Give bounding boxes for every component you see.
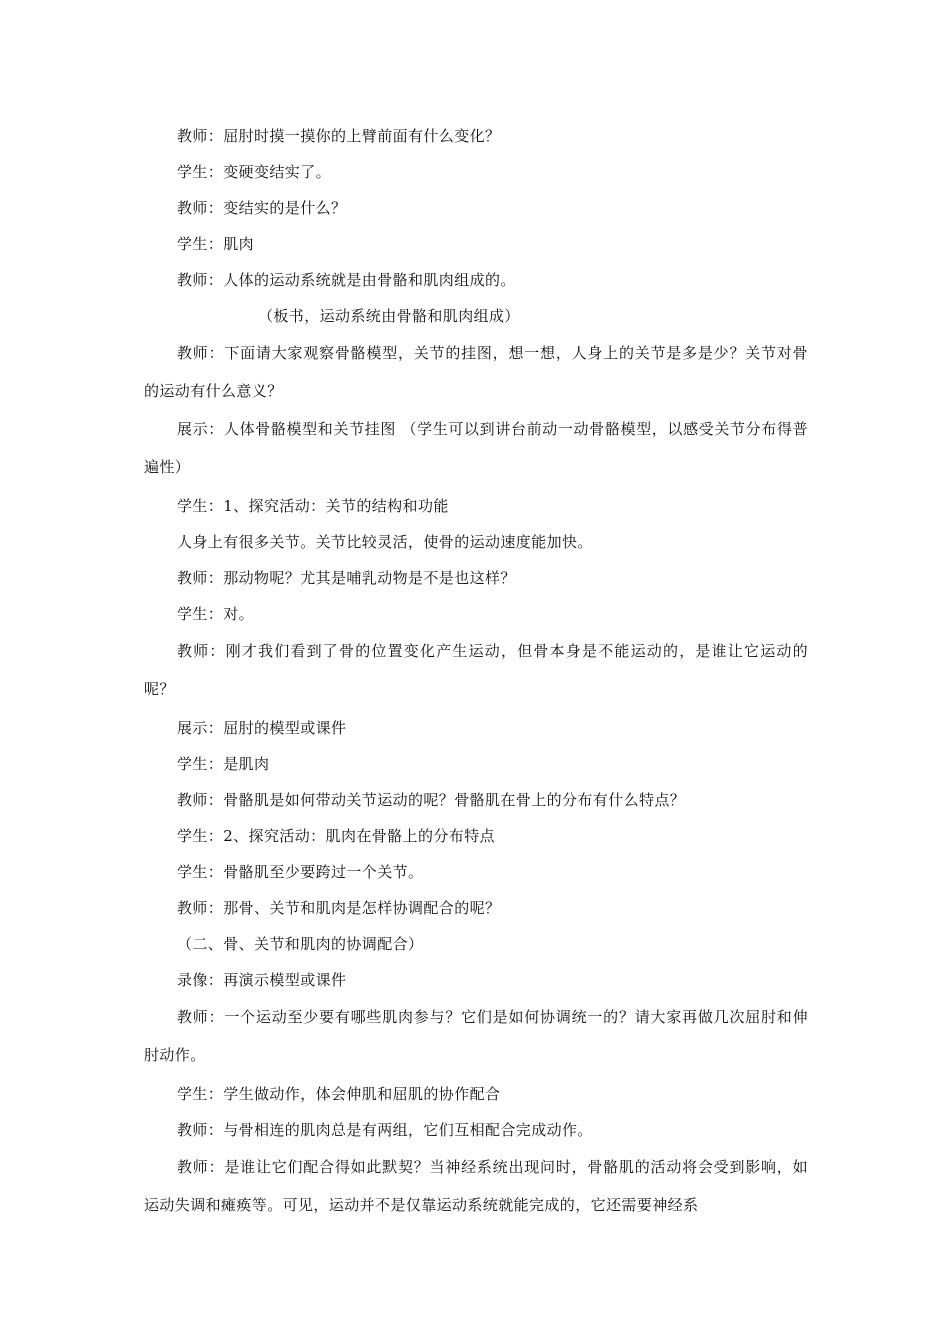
dialogue-line: 教师：那骨、关节和肌肉是怎样协调配合的呢？ xyxy=(177,899,501,917)
dialogue-line: 学生：是肌肉 xyxy=(177,755,270,773)
dialogue-line: 学生：变硬变结实了。 xyxy=(177,163,332,181)
dialogue-paragraph: 教师：刚才我们看到了骨的位置变化产生运动，但骨本身是不能运动的，是谁让它运动的呢？ xyxy=(144,642,808,698)
dialogue-line: 学生：对。 xyxy=(177,605,255,623)
dialogue-line: 展示：屈肘的模型或课件 xyxy=(177,719,347,737)
dialogue-line: 教师：与骨相连的肌肉总是有两组，它们互相配合完成动作。 xyxy=(177,1121,593,1139)
dialogue-line: 学生：骨骼肌至少要跨过一个关节。 xyxy=(177,863,424,881)
dialogue-paragraph: 教师：一个运动至少要有哪些肌肉参与？它们是如何协调统一的？请大家再做几次屈肘和伸肘动作。 xyxy=(144,1008,808,1064)
dialogue-line: 教师：骨骼肌是如何带动关节运动的呢？骨骼肌在骨上的分布有什么特点？ xyxy=(177,791,686,809)
section-heading: （二、骨、关节和肌肉的协调配合） xyxy=(177,935,424,953)
dialogue-line: 学生：2、探究活动：肌肉在骨骼上的分布特点 xyxy=(177,827,495,845)
dialogue-line: 学生：1、探究活动：关节的结构和功能 xyxy=(177,497,449,515)
dialogue-paragraph: 教师：是谁让它们配合得如此默契？当神经系统出现问时，骨骼肌的活动将会受到影响，如运动失调和瘫痪等。可见，运动并不是仅靠运动系统就能完成的，它还需要神经系 xyxy=(144,1158,808,1214)
display-paragraph: 展示：人体骨骼模型和关节挂图 （学生可以到讲台前动一动骨骼模型，以感受关节分布得普遍性） xyxy=(144,420,808,476)
dialogue-line: 教师：变结实的是什么？ xyxy=(177,199,347,217)
dialogue-line: 学生：学生做动作，体会伸肌和屈肌的协作配合 xyxy=(177,1085,501,1103)
dialogue-paragraph: 教师：下面请大家观察骨骼模型，关节的挂图，想一想，人身上的关节是多是少？关节对骨的运动有什么意义？ xyxy=(144,344,808,400)
dialogue-line: 教师：人体的运动系统就是由骨骼和肌肉组成的。 xyxy=(177,271,516,289)
dialogue-line: 教师：那动物呢？尤其是哺乳动物是不是也这样？ xyxy=(177,569,516,587)
dialogue-line: 学生：肌肉 xyxy=(177,235,255,253)
dialogue-line: 录像：再演示模型或课件 xyxy=(177,971,347,989)
blackboard-note: （板书，运动系统由骨骼和肌肉组成） xyxy=(258,307,520,325)
dialogue-line: 教师：屈肘时摸一摸你的上臂前面有什么变化？ xyxy=(177,127,501,145)
text-line: 人身上有很多关节。关节比较灵活，使骨的运动速度能加快。 xyxy=(177,533,593,551)
